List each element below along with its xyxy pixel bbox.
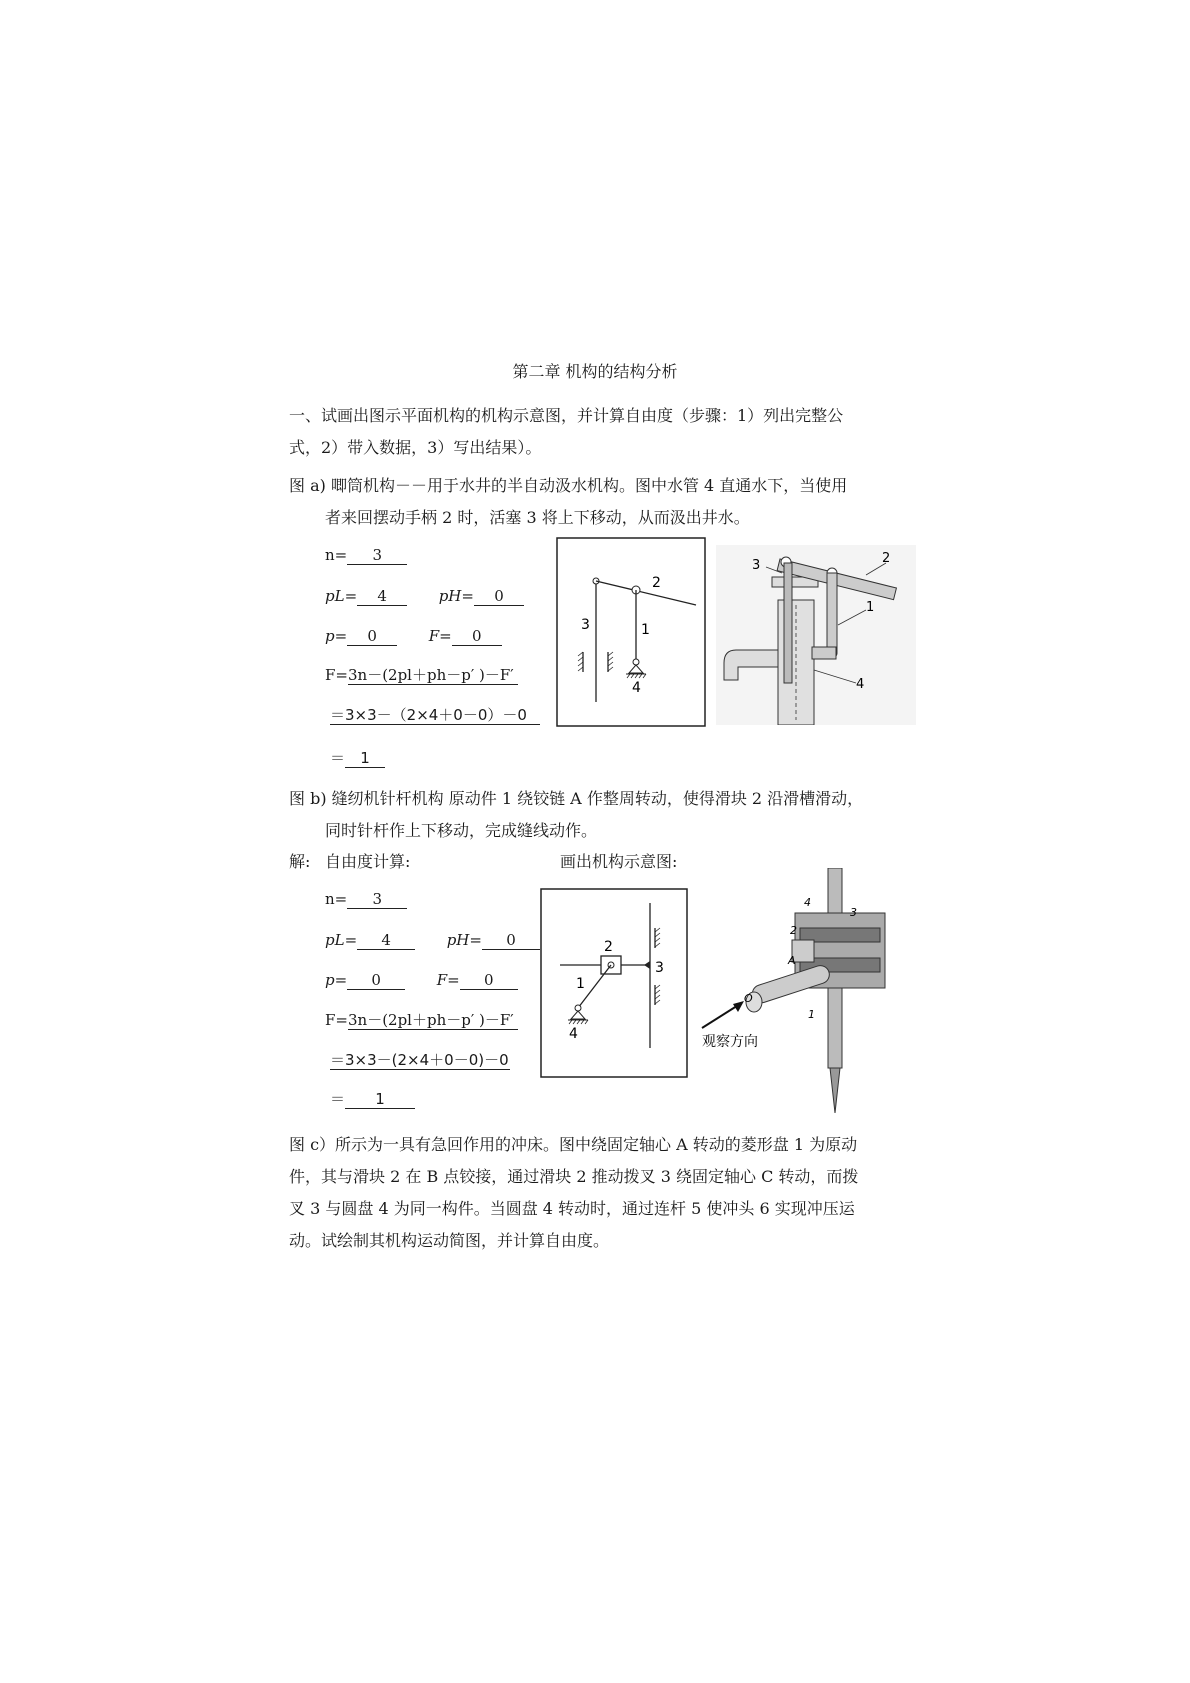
fig-a-formula-text: 3n－(2pl＋ph－p′ )－F′ [348,666,518,685]
chapter-title: 第二章 机构的结构分析 [512,362,678,381]
link-1 [827,573,837,653]
fig-a-p-value: 0 [347,627,397,646]
fig-c-line4: 动。试绘制其机构运动简图，并计算自由度。 [289,1231,610,1250]
photo-label-2: 2 [790,924,797,937]
fig-b-line1: 图 b) 缝纫机针杆机构 原动件 1 绕铰链 A 作整周转动，使得滑块 2 沿滑槽滑动， [289,789,864,808]
section1-instruction [289,400,843,464]
fig-b-formula-text: 3n－(2pl＋ph－p′ )－F′ [348,1011,518,1030]
label-3: 3 [655,960,664,976]
photo-label-3: 3 [752,558,761,573]
label-1: 1 [641,622,650,638]
fig-b-pl-ph: pL= 4 pH= 0 [325,931,540,950]
fig-a-formula: F=3n－(2pl＋ph－p′ )－F′ [325,666,518,685]
fig-b-f-value: 0 [460,971,518,990]
fig-a-n-value: 3 [347,546,407,565]
piston-rod-3 [784,563,792,683]
fig-a-ph-value: 0 [474,587,524,606]
fig-b-n-value: 3 [347,890,407,909]
fig-c-line3: 叉 3 与圆盘 4 为同一构件。当圆盘 4 转动时，通过连杆 5 使冲头 6 实现冲压运 [289,1199,855,1218]
fig-b-draw-label: 画出机构示意图: [560,852,678,871]
fig-b-dof-label: 自由度计算: [325,852,411,871]
ground-pivot [633,659,639,665]
view-arrow-icon [733,1001,744,1012]
fig-b-n: n= 3 [325,890,407,909]
fig-b-ph-value: 0 [482,931,540,950]
label-2: 2 [652,575,661,591]
fig-b-p-f: p= 0 F= 0 [325,971,518,990]
fig-b-solution-label: 解: [289,852,311,871]
label-4: 4 [569,1026,578,1042]
photo-label-a: A [788,954,796,967]
fig-a-pl-value: 4 [357,587,407,606]
fig-b-p-value: 0 [347,971,405,990]
label-3: 3 [581,617,590,633]
bracket [812,647,836,659]
fig-b-result: ＝ 1 [330,1088,415,1109]
fig-b-sewing-illustration [700,868,910,1116]
section1-line2: 式，2）带入数据，3）写出结果）。 [289,438,542,457]
fig-a-p-f: p= 0 F= 0 [325,627,502,646]
fig-b-pl-value: 4 [357,931,415,950]
label-2: 2 [604,939,613,955]
observe-direction-label: 观察方向 [702,1034,758,1050]
fig-a-schematic-frame [557,538,705,726]
photo-label-4: 4 [856,677,865,692]
fig-a-substitution: ＝3×3－（2×4＋0－0）－0 [330,706,540,725]
photo-label-o: O [744,992,753,1005]
fig-b-result-value: 1 [345,1090,415,1109]
fig-a-line1: 图 a) 唧筒机构－－用于水井的半自动汲水机构。图中水管 4 直通水下，当使用 [289,476,848,495]
needle [830,1068,840,1113]
hinge-a [575,1005,581,1011]
fig-a-result-value: 1 [345,749,385,768]
fig-b-description [289,783,863,847]
photo-label-2: 2 [882,551,891,566]
fig-a-description [289,470,847,534]
fig-c-line2: 件，其与滑块 2 在 B 点铰接，通过滑块 2 推动拨叉 3 绕固定轴心 C 转动，而拨 [289,1167,859,1186]
photo-label-4: 4 [804,896,811,909]
fig-a-pl-ph: pL= 4 pH= 0 [325,587,524,606]
photo-label-1: 1 [866,600,875,615]
fig-a-pump-illustration [716,545,916,725]
fig-a-n: n= 3 [325,546,407,565]
fig-a-schematic [556,537,706,727]
fig-c-description [289,1129,858,1257]
fig-b-schematic [540,888,688,1078]
photo-label-1: 1 [808,1008,815,1021]
crank-shaft [750,963,832,1005]
fig-b-substitution: ＝3×3－(2×4＋0－0)－0 [330,1051,509,1069]
fig-c-line1: 图 c）所示为一具有急回作用的冲床。图中绕固定轴心 A 转动的菱形盘 1 为原动 [289,1135,858,1154]
fig-b-formula: F=3n－(2pl＋ph－p′ )－F′ [325,1011,518,1030]
fig-a-line2: 者来回摆动手柄 2 时，活塞 3 将上下移动，从而汲出井水。 [325,508,750,527]
photo-label-3: 3 [850,906,857,919]
fig-a-result: ＝ 1 [330,747,385,768]
section1-line1: 一、试画出图示平面机构的机构示意图，并计算自由度（步骤：1）列出完整公 [289,406,844,425]
fig-b-schematic-frame [541,889,687,1077]
fig-b-line2: 同时针杆作上下移动，完成缝线动作。 [325,821,598,840]
label-1: 1 [576,976,585,992]
label-4: 4 [632,680,641,696]
fig-a-f-value: 0 [452,627,502,646]
view-arrow-line [702,1004,740,1028]
